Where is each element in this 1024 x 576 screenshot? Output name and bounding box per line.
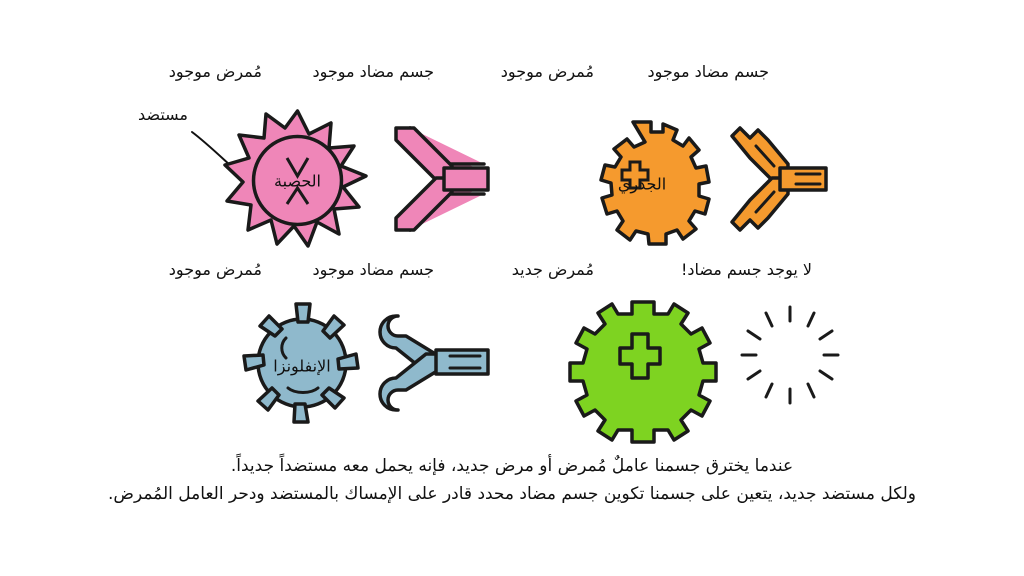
antibody-influenza (388, 312, 498, 414)
pathogen-new (580, 300, 706, 426)
pathogen-measles (225, 108, 370, 253)
caption-line-2: ولكل مستضد جديد، يتعين على جسمنا تكوين جسم مضاد محدد قادر على الإمساك بالمستضد ودحر العامل المُمرض. (108, 484, 916, 504)
label-influenza-antibody-status: جسم مضاد موجود (312, 260, 434, 279)
label-smallpox-pathogen-status: مُمرض موجود (500, 62, 594, 81)
label-antigen: مستضد (138, 105, 188, 124)
pathogen-influenza (238, 300, 366, 426)
label-measles-pathogen-status: مُمرض موجود (168, 62, 262, 81)
label-new-pathogen-status: مُمرض جديد (511, 260, 594, 279)
antibody-measles (388, 126, 498, 236)
label-influenza-pathogen-status: مُمرض موجود (168, 260, 262, 279)
label-smallpox-antibody-status: جسم مضاد موجود (647, 62, 769, 81)
pathogen-smallpox-name: الجدري (617, 174, 667, 194)
pathogen-smallpox (578, 120, 706, 248)
label-measles-antibody-status: جسم مضاد موجود (312, 62, 434, 81)
pathogen-influenza-name: الإنفلونزا (273, 356, 331, 376)
pathogen-measles-name: الحصبة (274, 171, 321, 190)
caption-line-1: عندما يخترق جسمنا عاملٌ مُمرض أو مرض جديد، فإنه يحمل معه مستضداً جديداً. (230, 456, 794, 476)
label-new-pathogen-antibody-status: لا يوجد جسم مضاد! (680, 260, 812, 279)
antibody-smallpox (726, 126, 836, 236)
antibody-missing-indicator (740, 305, 840, 405)
